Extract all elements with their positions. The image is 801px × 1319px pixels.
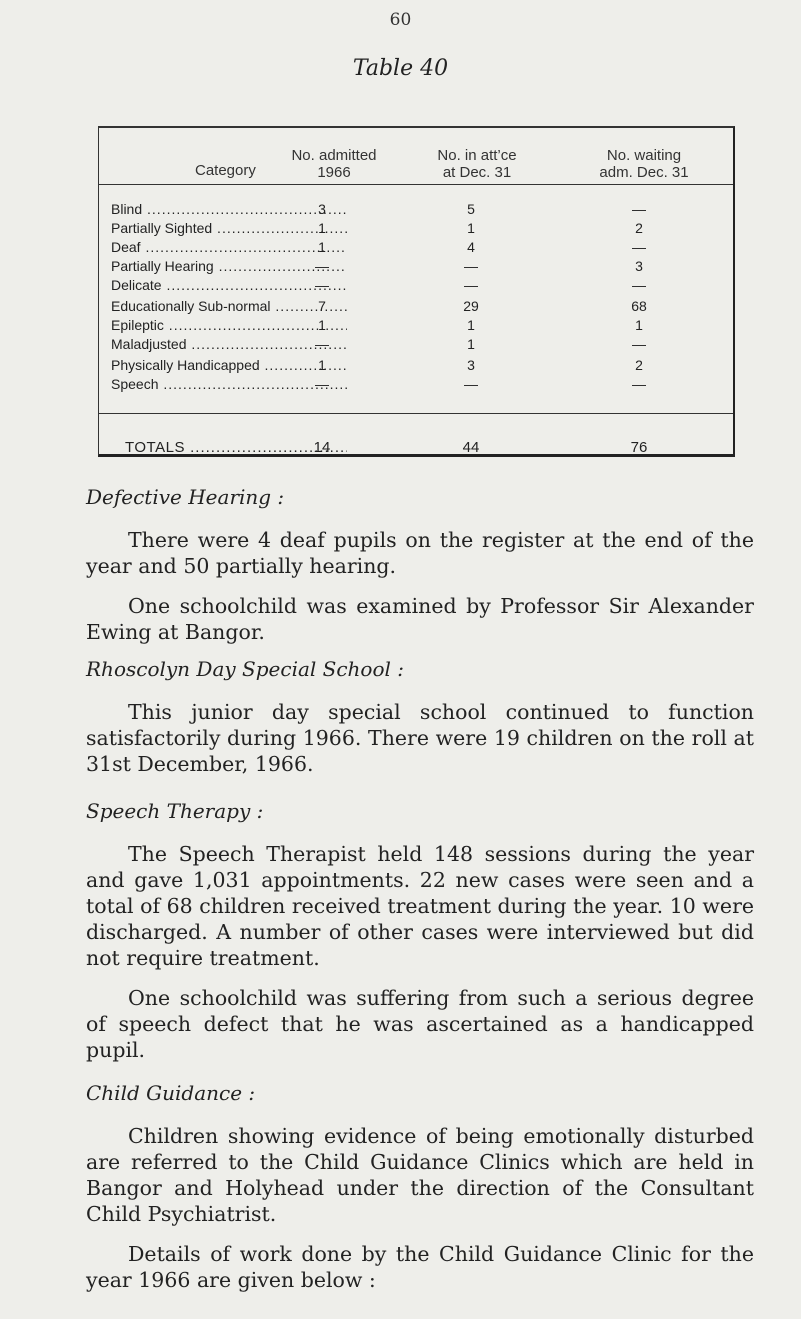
row-category: Maladjusted ..... bbox=[111, 335, 347, 353]
totals-admitted: 14 bbox=[313, 439, 331, 456]
header-waiting bbox=[579, 147, 709, 181]
section-child-guidance bbox=[86, 1080, 754, 1293]
totals-attendance: 44 bbox=[462, 439, 480, 456]
table-header bbox=[99, 128, 733, 186]
header-attendance bbox=[407, 147, 547, 181]
row-attendance: — bbox=[464, 277, 478, 293]
section-heading: Defective Hearing : bbox=[86, 485, 285, 509]
row-attendance: 1 bbox=[467, 317, 475, 333]
header-attendance-line1: No. in att’ce bbox=[437, 147, 517, 164]
table-title: Table 40 bbox=[352, 56, 449, 81]
header-divider bbox=[99, 184, 733, 185]
table-row bbox=[99, 200, 733, 218]
row-category: Blind ..... bbox=[111, 200, 347, 218]
row-admitted: 1 bbox=[318, 220, 326, 236]
row-attendance: 1 bbox=[467, 220, 475, 236]
row-attendance: 29 bbox=[463, 298, 479, 314]
row-category: Epileptic ..... bbox=[111, 316, 347, 334]
header-category: Category bbox=[195, 162, 256, 179]
table-row bbox=[99, 297, 733, 315]
section-defective-hearing bbox=[86, 484, 754, 645]
paragraph: One schoolchild was examined by Professor Sir Alexander Ewing at Bangor. bbox=[86, 594, 754, 644]
totals-waiting: 76 bbox=[630, 439, 648, 456]
row-category: Delicate ..... bbox=[111, 276, 347, 294]
row-attendance: 5 bbox=[467, 201, 475, 217]
row-admitted: 1 bbox=[318, 317, 326, 333]
page-number: 60 bbox=[389, 10, 412, 30]
row-category: Speech ..... bbox=[111, 375, 347, 393]
row-admitted: 3 bbox=[318, 201, 326, 217]
header-admitted bbox=[274, 147, 394, 181]
section-rhoscolyn bbox=[86, 656, 754, 777]
paragraph: The Speech Therapist held 148 sessions during the year and gave 1,031 appointments. 22 new cases were seen and a total of 68 children received treatment during the year. 10 were discharged. A number of other cases were interviewed but did not require treatment. bbox=[86, 842, 754, 970]
row-category: Educationally Sub-normal ..... bbox=[111, 297, 347, 315]
totals-row bbox=[99, 439, 733, 457]
row-waiting: — bbox=[632, 336, 646, 352]
row-category: Partially Sighted ..... bbox=[111, 219, 347, 237]
table-row bbox=[99, 335, 733, 353]
row-category: Physically Handicapped ..... bbox=[111, 356, 347, 374]
row-admitted: — bbox=[315, 336, 329, 352]
row-admitted: — bbox=[315, 258, 329, 274]
row-waiting: 3 bbox=[635, 258, 643, 274]
table-row bbox=[99, 219, 733, 237]
header-admitted-line1: No. admitted bbox=[291, 147, 377, 164]
row-waiting: 1 bbox=[635, 317, 643, 333]
row-category: Deaf ..... bbox=[111, 238, 347, 256]
row-waiting: — bbox=[632, 376, 646, 392]
section-heading: Child Guidance : bbox=[86, 1081, 256, 1105]
row-admitted: — bbox=[315, 277, 329, 293]
row-admitted: 1 bbox=[318, 239, 326, 255]
row-attendance: 1 bbox=[467, 336, 475, 352]
row-admitted: 7 bbox=[318, 298, 326, 314]
row-waiting: 2 bbox=[635, 220, 643, 236]
paragraph: One schoolchild was suffering from such a serious degree of speech defect that he was ascertained as a handicapped pupil. bbox=[86, 986, 754, 1062]
row-category: Partially Hearing ..... bbox=[111, 257, 347, 275]
header-waiting-line1: No. waiting bbox=[606, 147, 682, 164]
table-row bbox=[99, 375, 733, 393]
row-waiting: — bbox=[632, 277, 646, 293]
row-waiting: 2 bbox=[635, 357, 643, 373]
table-row bbox=[99, 276, 733, 294]
row-attendance: 4 bbox=[467, 239, 475, 255]
row-waiting: — bbox=[632, 239, 646, 255]
table-row bbox=[99, 356, 733, 374]
table-row bbox=[99, 238, 733, 256]
row-attendance: — bbox=[464, 376, 478, 392]
header-attendance-line2: at Dec. 31 bbox=[442, 164, 512, 181]
paragraph: There were 4 deaf pupils on the register at the end of the year and 50 partially hearing. bbox=[86, 528, 754, 578]
statistics-table bbox=[98, 126, 735, 457]
row-attendance: — bbox=[464, 258, 478, 274]
table-row bbox=[99, 316, 733, 334]
paragraph: Details of work done by the Child Guidance Clinic for the year 1966 are given below : bbox=[86, 1242, 754, 1292]
row-attendance: 3 bbox=[467, 357, 475, 373]
row-admitted: 1 bbox=[318, 357, 326, 373]
section-speech-therapy bbox=[86, 798, 754, 1063]
row-waiting: 68 bbox=[631, 298, 647, 314]
table-row bbox=[99, 257, 733, 275]
paragraph: Children showing evidence of being emotionally disturbed are referred to the Child Guidance Clinics which are held in Bangor and Holyhead under the direction of the Consultant Child Psychiatrist. bbox=[86, 1124, 754, 1226]
totals-label: TOTALS ..... bbox=[125, 439, 347, 457]
section-heading: Speech Therapy : bbox=[86, 799, 264, 823]
row-admitted: — bbox=[315, 376, 329, 392]
totals-divider bbox=[99, 413, 733, 414]
section-heading: Rhoscolyn Day Special School : bbox=[86, 657, 405, 681]
header-admitted-line2: 1966 bbox=[317, 164, 351, 181]
header-waiting-line2: adm. Dec. 31 bbox=[599, 164, 689, 181]
row-waiting: — bbox=[632, 201, 646, 217]
paragraph: This junior day special school continued to function satisfactorily during 1966. There were 19 children on the roll at 31st December, 1966. bbox=[86, 700, 754, 776]
